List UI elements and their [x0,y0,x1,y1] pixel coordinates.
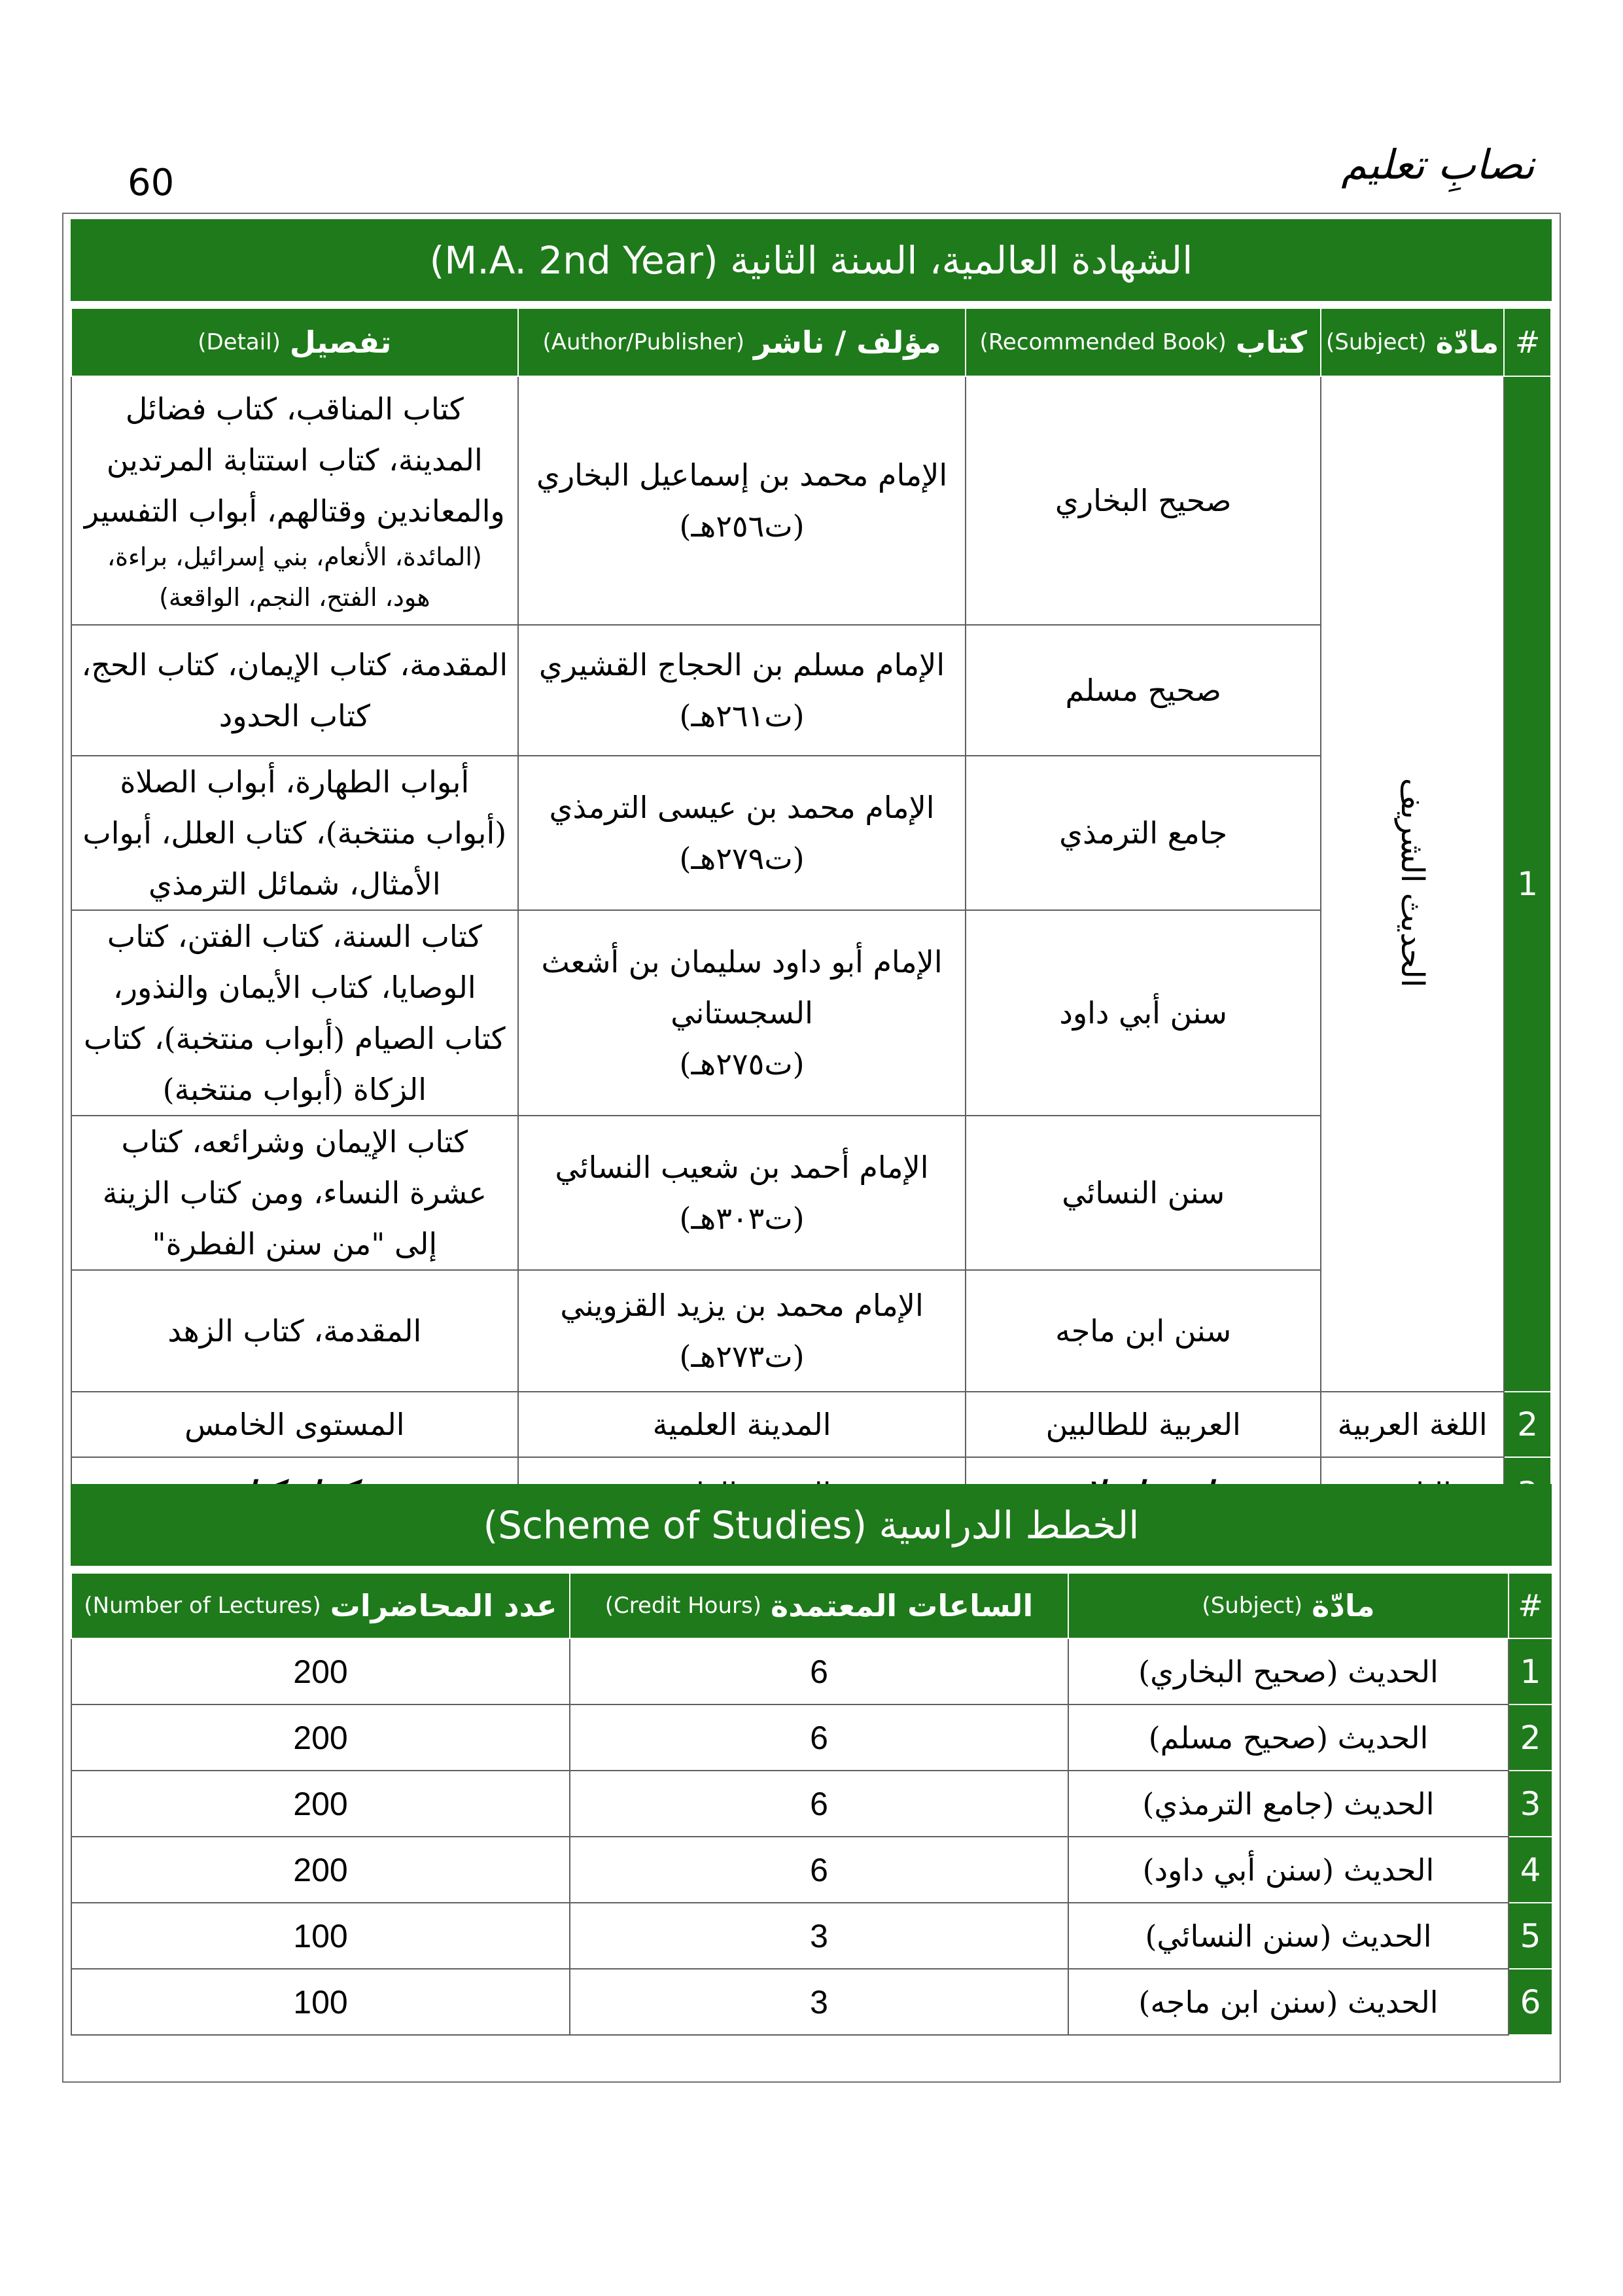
author-cell: المدينة العلمية [518,1392,966,1457]
table-row [71,1903,1552,1969]
row-number: 5 [1509,1903,1552,1969]
table-row [71,1704,1552,1771]
page-number: 60 [128,162,175,204]
subject-header: مادّة (Subject) [1321,308,1504,376]
lectures-cell: 100 [71,1903,570,1969]
group-number: 2 [1504,1392,1551,1457]
book-cell: العربية للطالبين [966,1392,1320,1457]
credit-header: الساعات المعتمدة (Credit Hours) [570,1573,1068,1638]
section1-title-bar [71,219,1552,301]
curriculum-header-row [71,308,1551,376]
lectures-cell: 200 [71,1771,570,1837]
detail-cell: كتاب المناقب، كتاب فضائل المدينة، كتاب استتابة المرتدين والمعاندين وقتالهم، أبواب التفسير (المائدة، الأنعام، بني إسرائيل، براءة، هود، الفتح، النجم، الواقعة) [71,376,518,625]
section1-title: الشهادة العالمية، السنة الثانية (M.A. 2nd Year) [429,238,1193,283]
detail-cell: كتاب الإيمان وشرائعه، كتاب عشرة النساء، ومن كتاب الزينة إلى "من سنن الفطرة" [71,1116,518,1270]
num-header: # [1504,308,1551,376]
table-row [71,1969,1552,2035]
book-cell: سنن ابن ماجه [966,1270,1320,1392]
book-cell: سنن أبي داود [966,910,1320,1116]
scheme-table [71,1572,1553,2036]
subject-cell: الحديث (سنن ابن ماجه) [1068,1969,1509,2035]
table-row [71,1638,1552,1704]
table-row [71,1837,1552,1903]
book-cell: صحيح البخاري [966,376,1320,625]
row-number: 1 [1509,1638,1552,1704]
subject-cell: الحديث (صحيح البخاري) [1068,1638,1509,1704]
author-header: مؤلف / ناشر (Author/Publisher) [518,308,966,376]
book-cell: جامع الترمذي [966,756,1320,910]
subject-cell-hadith: الحديث الشريف [1321,376,1504,1392]
lectures-cell: 200 [71,1638,570,1704]
table-row [71,1771,1552,1837]
detail-header: تفصيل (Detail) [71,308,518,376]
author-cell: الإمام محمد بن عيسى الترمذي (ت٢٧٩هـ) [518,756,966,910]
author-cell: الإمام أبو داود سليمان بن أشعث السجستاني (ت٢٧٥هـ) [518,910,966,1116]
subject-header: مادّة (Subject) [1068,1573,1509,1638]
row-number: 3 [1509,1771,1552,1837]
subject-cell: الحديث (صحيح مسلم) [1068,1704,1509,1771]
row-number: 2 [1509,1704,1552,1771]
lectures-cell: 200 [71,1704,570,1771]
detail-cell: المستوى الخامس [71,1392,518,1457]
subject-cell: الحديث (سنن أبي داود) [1068,1837,1509,1903]
book-header: كتاب (Recommended Book) [966,308,1320,376]
table-row [71,376,1551,625]
lectures-cell: 100 [71,1969,570,2035]
book-cell: سنن النسائي [966,1116,1320,1270]
credit-cell: 6 [570,1771,1068,1837]
author-cell: الإمام محمد بن يزيد القزويني (ت٢٧٣هـ) [518,1270,966,1392]
credit-cell: 6 [570,1837,1068,1903]
group-number: 1 [1504,376,1551,1392]
author-cell: الإمام محمد بن إسماعيل البخاري (ت٢٥٦هـ) [518,376,966,625]
author-cell: الإمام أحمد بن شعيب النسائي (ت٣٠٣هـ) [518,1116,966,1270]
detail-cell: كتاب السنة، كتاب الفتن، كتاب الوصايا، كتاب الأيمان والنذور، كتاب الصيام (أبواب منتخبة)، كتاب الزكاة (أبواب منتخبة) [71,910,518,1116]
lectures-cell: 200 [71,1837,570,1903]
detail-cell: أبواب الطهارة، أبواب الصلاة (أبواب منتخبة)، كتاب العلل، أبواب الأمثال، شمائل الترمذي [71,756,518,910]
running-title: نصابِ تعلیم [1341,141,1535,188]
scheme-header-row [71,1573,1552,1638]
section2-title-bar [71,1484,1552,1566]
credit-cell: 6 [570,1704,1068,1771]
table-row [71,1392,1551,1457]
row-number: 6 [1509,1969,1552,2035]
author-cell: الإمام مسلم بن الحجاج القشيري (ت٢٦١هـ) [518,625,966,756]
book-cell: صحيح مسلم [966,625,1320,756]
subject-cell: الحديث (جامع الترمذي) [1068,1771,1509,1837]
credit-cell: 3 [570,1903,1068,1969]
subject-cell-arabic: اللغة العربية [1321,1392,1504,1457]
detail-cell: المقدمة، كتاب الإيمان، كتاب الحج، كتاب الحدود [71,625,518,756]
lectures-header: عدد المحاضرات (Number of Lectures) [71,1573,570,1638]
num-header: # [1509,1573,1552,1638]
subject-cell: الحديث (سنن النسائي) [1068,1903,1509,1969]
detail-cell: المقدمة، كتاب الزهد [71,1270,518,1392]
row-number: 4 [1509,1837,1552,1903]
section2-title: الخطط الدراسية (Scheme of Studies) [483,1502,1140,1547]
curriculum-table [71,308,1552,1531]
credit-cell: 3 [570,1969,1068,2035]
credit-cell: 6 [570,1638,1068,1704]
